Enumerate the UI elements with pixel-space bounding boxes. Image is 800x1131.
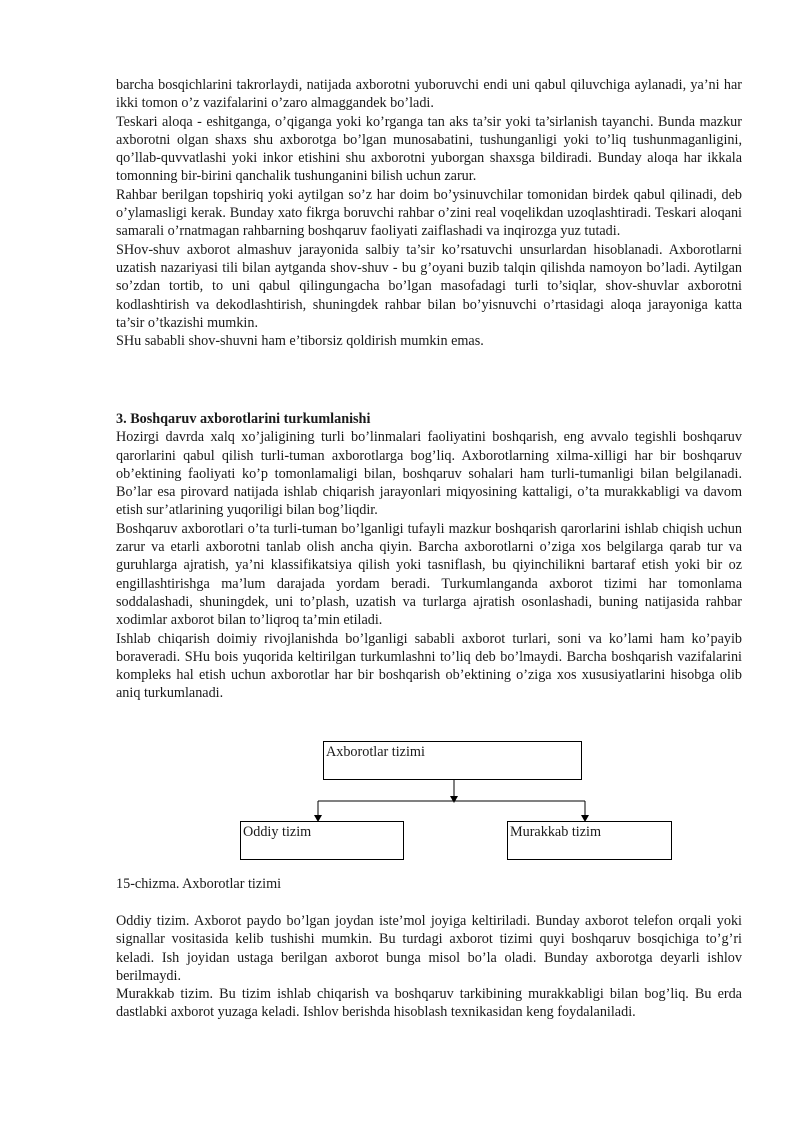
paragraph: Boshqaruv axborotlari o’ta turli-tuman bo’lganligi tufayli mazkur boshqarish qarorlarini ishlab chiqish uchun zarur va etarli axborotni tanlab olish ancha qiyin. Barcha axborotlarni o’ziga xos belgilarga qarab tur va guruhlarga ajratish, ya’ni klassifikatsiya qilish yoki tasniflash, bu qiyinchilikni bartaraf etish yoki bir oz engillashtirishga ma’lum darajada yordam beradi. Turkumlanganda axborot tizimi har tomonlama soddalashadi, shuningdek, uni to’plash, uzatish va turlarga ajratish osonlashadi, buning natijasida rahbar xodimlar axborot bilan to’liqroq ta’min etiladi. [116, 520, 742, 629]
arrow-head [450, 796, 458, 803]
section [116, 410, 742, 703]
diagram-root-box: Axborotlar tizimi [323, 741, 582, 780]
caption-text: 15-chizma. Axborotlar tizimi [116, 876, 282, 892]
paragraph: Hozirgi davrda xalq xo’jaligining turli bo’linmalari faoliyatini boshqarish, eng avvalo tegishli boshqaruv qarorlarini qabul qilish turli-tuman axborotlarga bog’liq. Axborotlarning xilma-xilligi har bir boshqaruv ob’ektining faoliyati ko’p tomonlamaligi bilan, boshqaruv sohalari ham turli-tumanligi bilan belgilanadi. Bo’lar esa pirovard natijada ishlab chiqarish jarayonlari miqyosining kattaligi, o’ta murakkabligi va davom etish sur’atlarining yuqoriligi bilan bog’liqdir. [116, 429, 742, 519]
section-heading: 3. Boshqaruv axborotlarini turkumlanishi [116, 411, 371, 427]
closing-text [116, 912, 742, 1022]
paragraph: Ishlab chiqarish doimiy rivojlanishda bo’lganligi sababli axborot turlari, soni va ko’lami ham ko’payib boraveradi. SHu bois yuqorida keltirilgan turkumlashni to’liq deb bo’lmaydi. Barcha boshqarish vazifalarini kompleks hal etish uchun axborotlar har bir boshqarish ob’ektining o’ziga xos xususiyatlarini hisobga olib aniq turkumlanadi. [116, 630, 742, 702]
paragraph: Teskari aloqa - eshitganga, o’qiganga yoki ko’rganga tan aks ta’sir yoki ta’sirlanish tayanchi. Bunda mazkur axborotni olgan shaxs shu axborotga bo’lgan munosabatini, tushunganligi yoki to’liq tushunmaganligini, qo’llab-quvvatlashi yoki inkor etishini shu axborotni yuborgan shaxsga bildiradi. Bunday aloqa har ikkala tomonning bir-birini qanchalik tushunganini bilish uchun zarur. [116, 113, 742, 185]
figure-caption [116, 875, 742, 893]
paragraph: SHu sababli shov-shuvni ham e’tiborsiz qoldirish mumkin emas. [116, 333, 484, 350]
intro-text [116, 76, 742, 350]
diagram-left-box: Oddiy tizim [240, 821, 404, 860]
paragraph: SHov-shuv axborot almashuv jarayonida salbiy ta’sir ko’rsatuvchi unsurlardan hisoblanadi. Axborotlarni uzatish nazariyasi tili bilan aytganda shov-shuv - bu g’oyani buzib talqin qilishda namoyon bo’ladi. Aytilgan so’zdan tortib, to uni qabul qilingungacha bo’lgan masofadagi turli to’siqlar, shov-shuvlar axborotni kodlashtirish va dekodlashtirish, shuningdek rahbar bilan bo’yisnuvchi o’rtasidagi aloqa jarayoniga katta ta’sir o’tkazishi mumkin. [116, 241, 742, 331]
paragraph: barcha bosqichlarini takrorlaydi, natijada axborotni yuboruvchi endi uni qabul qiluvchiga aylanadi, ya’ni har ikki tomon o’z vazifalarini o’zaro almaggandek bo’ladi. [116, 77, 742, 112]
paragraph: Murakkab tizim. Bu tizim ishlab chiqarish va boshqaruv tarkibining murakkabligi bilan bog’liq. Bu erda dastlabki axborot yuzaga keladi. Ishlov berishda hisoblash texnikasidan keng foydalaniladi. [116, 986, 742, 1021]
diagram-right-box: Murakkab tizim [507, 821, 672, 860]
paragraph: Rahbar berilgan topshiriq yoki aytilgan so’z har doim bo’ysinuvchilar tomonidan birdek qabul qilinadi, deb o’ylamasligi kerak. Bunday xato fikrga boruvchi rahbar o’zini real voqelikdan uzoqlashtiradi. Teskari aloqani samarali o’rnatmagan rahbarning boshqaruv faoliyati zaiflashadi va inqirozga yuz tutadi. [116, 186, 742, 240]
paragraph: Oddiy tizim. Axborot paydo bo’lgan joydan iste’mol joyiga keltiriladi. Bunday axborot telefon orqali yoki signallar vositasida kelib tushishi mumkin. Bu turdagi axborot tizimi quyi boshqaruv bosqichiga to’g’ri keladi. Ish joyidan ustaga berilgan axborot bunga misol bo’la oladi. Bunday axborotga deyarli ishlov berilmaydi. [116, 913, 742, 984]
